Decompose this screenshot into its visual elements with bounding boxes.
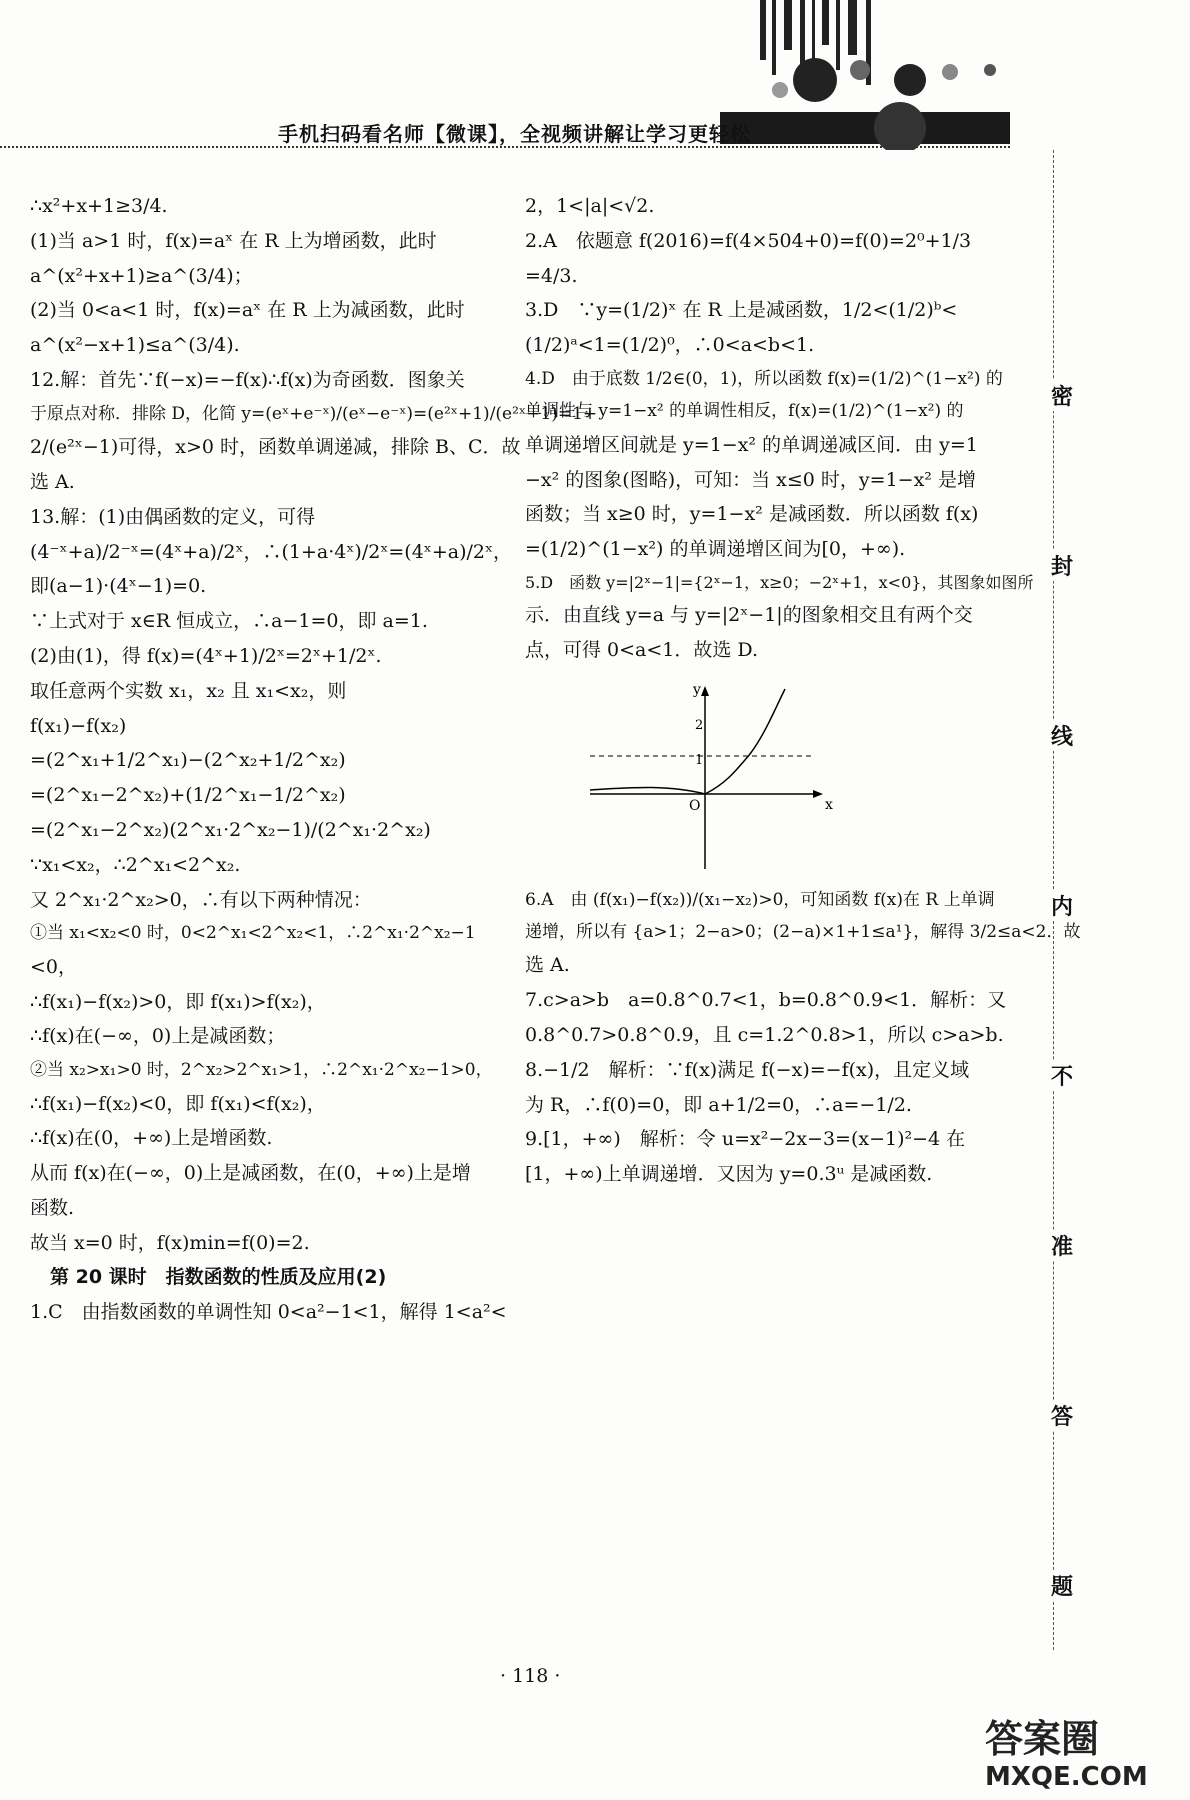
text-line: 单调递增区间就是 y=1−x² 的单调递减区间．由 y=1 bbox=[525, 433, 978, 456]
seal-line-sidebar bbox=[1035, 150, 1095, 1650]
text-line: ∴f(x₁)−f(x₂)<0，即 f(x₁)<f(x₂)， bbox=[30, 1092, 326, 1115]
text-line: 5.D 函数 y=|2ˣ−1|={2ˣ−1，x≥0；−2ˣ+1，x<0}，其图象如图所 bbox=[525, 572, 1034, 592]
text-line: 8.−1/2 解析：∵f(x)满足 f(−x)=−f(x)，且定义域 bbox=[525, 1058, 970, 1081]
seal-char: 密 bbox=[1047, 380, 1077, 411]
text-line: 9.[1，+∞) 解析：令 u=x²−2x−3=(x−1)²−4 在 bbox=[525, 1128, 966, 1151]
text-line: 选 A. bbox=[525, 954, 570, 977]
text-line: 2，1<|a|<√2. bbox=[525, 195, 655, 217]
text-line: 递增，所以有 {a>1；2−a>0；(2−a)×1+1≤a¹}，解得 3/2≤a<2．故 bbox=[525, 921, 1081, 942]
function-graph bbox=[585, 684, 845, 874]
text-line: 取任意两个实数 x₁，x₂ 且 x₁<x₂，则 bbox=[30, 679, 347, 702]
x-axis-arrow bbox=[813, 790, 823, 798]
text-line: ∴f(x)在(−∞，0)上是减函数； bbox=[30, 1025, 286, 1048]
watermark-domain: MXQE.COM bbox=[985, 1762, 1148, 1792]
section-title: 第 20 课时 指数函数的性质及应用(2) bbox=[50, 1266, 387, 1289]
watermark-title: 答案圈 bbox=[985, 1717, 1100, 1761]
header-banner: 手机扫码看名师【微课】，全视频讲解让学习更轻松 bbox=[278, 122, 751, 146]
seal-char: 不 bbox=[1047, 1060, 1077, 1091]
text-line: 3.D ∵y=(1/2)ˣ 在 R 上是减函数，1/2<(1/2)ᵇ< bbox=[525, 299, 958, 322]
seal-char: 线 bbox=[1047, 720, 1077, 751]
text-line: ∵x₁<x₂，∴2^x₁<2^x₂. bbox=[30, 853, 241, 876]
text-line: (1)当 a>1 时，f(x)=aˣ 在 R 上为增函数，此时 bbox=[30, 229, 437, 252]
seal-char: 准 bbox=[1047, 1230, 1077, 1261]
watermark-logo bbox=[985, 1717, 1148, 1792]
text-line: =(2^x₁+1/2^x₁)−(2^x₂+1/2^x₂) bbox=[30, 749, 346, 772]
text-line: 又 2^x₁·2^x₂>0，∴有以下两种情况： bbox=[30, 888, 372, 911]
text-line: 点，可得 0<a<1．故选 D. bbox=[525, 638, 759, 661]
text-line: a^(x²−x+1)≤a^(3/4). bbox=[30, 334, 240, 357]
tick-label: 1 bbox=[695, 752, 704, 768]
right-column bbox=[525, 195, 1081, 1198]
page-number: · 118 · bbox=[500, 1665, 561, 1687]
text-line: 函数；当 x≥0 时，y=1−x² 是减函数．所以函数 f(x) bbox=[525, 503, 979, 526]
text-line: 故当 x=0 时，f(x)min=f(0)=2. bbox=[30, 1231, 310, 1254]
text-line: (1/2)ᵃ<1=(1/2)⁰，∴0<a<b<1. bbox=[525, 334, 815, 357]
text-line: a^(x²+x+1)≥a^(3/4)； bbox=[30, 264, 253, 287]
text-line: <0， bbox=[30, 955, 78, 978]
text-line: ∴f(x₁)−f(x₂)>0，即 f(x₁)>f(x₂)， bbox=[30, 990, 326, 1013]
text-line: ①当 x₁<x₂<0 时，0<2^x₁<2^x₂<1，∴2^x₁·2^x₂−1 bbox=[30, 923, 476, 944]
page-header bbox=[0, 0, 1020, 150]
text-line: 7.c>a>b a=0.8^0.7<1，b=0.8^0.9<1．解析：又 bbox=[525, 989, 1007, 1012]
text-line: 13.解：(1)由偶函数的定义，可得 bbox=[30, 505, 316, 528]
text-line: 单调性与 y=1−x² 的单调性相反，f(x)=(1/2)^(1−x²) 的 bbox=[525, 401, 964, 422]
text-line: [1，+∞)上单调递增．又因为 y=0.3ᵘ 是减函数. bbox=[525, 1163, 933, 1186]
text-line: ∴x²+x+1≥3/4. bbox=[30, 195, 168, 217]
text-line: 示．由直线 y=a 与 y=|2ˣ−1|的图象相交且有两个交 bbox=[525, 604, 973, 627]
seal-char: 答 bbox=[1047, 1400, 1077, 1431]
text-line: 12.解：首先∵f(−x)=−f(x)∴f(x)为奇函数．图象关 bbox=[30, 368, 465, 391]
text-line: 于原点对称．排除 D，化简 y=(eˣ+e⁻ˣ)/(eˣ−e⁻ˣ)=(e²ˣ+1)/(e²ˣ−1)=1+ bbox=[30, 403, 598, 424]
text-line: (2)当 0<a<1 时，f(x)=aˣ 在 R 上为减函数，此时 bbox=[30, 299, 465, 322]
text-line: 选 A. bbox=[30, 470, 75, 493]
text-line: (2)由(1)，得 f(x)=(4ˣ+1)/2ˣ=2ˣ+1/2ˣ. bbox=[30, 644, 382, 667]
text-line: =(2^x₁−2^x₂)(2^x₁·2^x₂−1)/(2^x₁·2^x₂) bbox=[30, 818, 431, 841]
text-line: 6.A 由 (f(x₁)−f(x₂))/(x₁−x₂)>0，可知函数 f(x)在 R 上单调 bbox=[525, 889, 995, 910]
seal-char: 题 bbox=[1047, 1570, 1077, 1601]
text-line: 函数. bbox=[30, 1196, 75, 1219]
text-line: 0.8^0.7>0.8^0.9，且 c=1.2^0.8>1，所以 c>a>b. bbox=[525, 1023, 1004, 1046]
text-line: 即(a−1)·(4ˣ−1)=0. bbox=[30, 575, 207, 598]
text-line: 4.D 由于底数 1/2∈(0，1)，所以函数 f(x)=(1/2)^(1−x²) 的 bbox=[525, 368, 1003, 389]
text-line: =4/3. bbox=[525, 264, 578, 287]
text-line: ∴f(x)在(0，+∞)上是增函数. bbox=[30, 1127, 273, 1150]
text-line: (4⁻ˣ+a)/2⁻ˣ=(4ˣ+a)/2ˣ，∴(1+a·4ˣ)/2ˣ=(4ˣ+a)/2ˣ， bbox=[30, 540, 513, 563]
header-divider bbox=[0, 146, 1010, 148]
text-line: 2/(e²ˣ−1)可得，x>0 时，函数单调递减，排除 B、C．故 bbox=[30, 436, 521, 459]
x-label: x bbox=[825, 796, 833, 813]
seal-char: 封 bbox=[1047, 550, 1077, 581]
text-line: =(1/2)^(1−x²) 的单调递增区间为[0，+∞). bbox=[525, 538, 906, 561]
text-line: −x² 的图象(图略)，可知：当 x≤0 时，y=1−x² 是增 bbox=[525, 468, 976, 491]
curve bbox=[590, 689, 785, 794]
tick-label: 2 bbox=[695, 717, 704, 733]
y-axis-arrow bbox=[701, 686, 709, 696]
seal-char: 内 bbox=[1047, 890, 1077, 921]
origin-label: O bbox=[689, 797, 701, 814]
text-line: ②当 x₂>x₁>0 时，2^x₂>2^x₁>1，∴2^x₁·2^x₂−1>0， bbox=[30, 1060, 493, 1081]
text-line: =(2^x₁−2^x₂)+(1/2^x₁−1/2^x₂) bbox=[30, 784, 346, 807]
text-line: 从而 f(x)在(−∞，0)上是减函数，在(0，+∞)上是增 bbox=[30, 1162, 471, 1185]
y-label: y bbox=[693, 683, 701, 698]
text-line: 为 R，∴f(0)=0，即 a+1/2=0，∴a=−1/2. bbox=[525, 1093, 912, 1116]
text-line: f(x₁)−f(x₂) bbox=[30, 714, 127, 737]
text-line: 2.A 依题意 f(2016)=f(4×504+0)=f(0)=2⁰+1/3 bbox=[525, 229, 972, 252]
text-line: 1.C 由指数函数的单调性知 0<a²−1<1，解得 1<a²< bbox=[30, 1301, 507, 1324]
text-line: ∵上式对于 x∈R 恒成立，∴a−1=0，即 a=1. bbox=[30, 610, 428, 633]
